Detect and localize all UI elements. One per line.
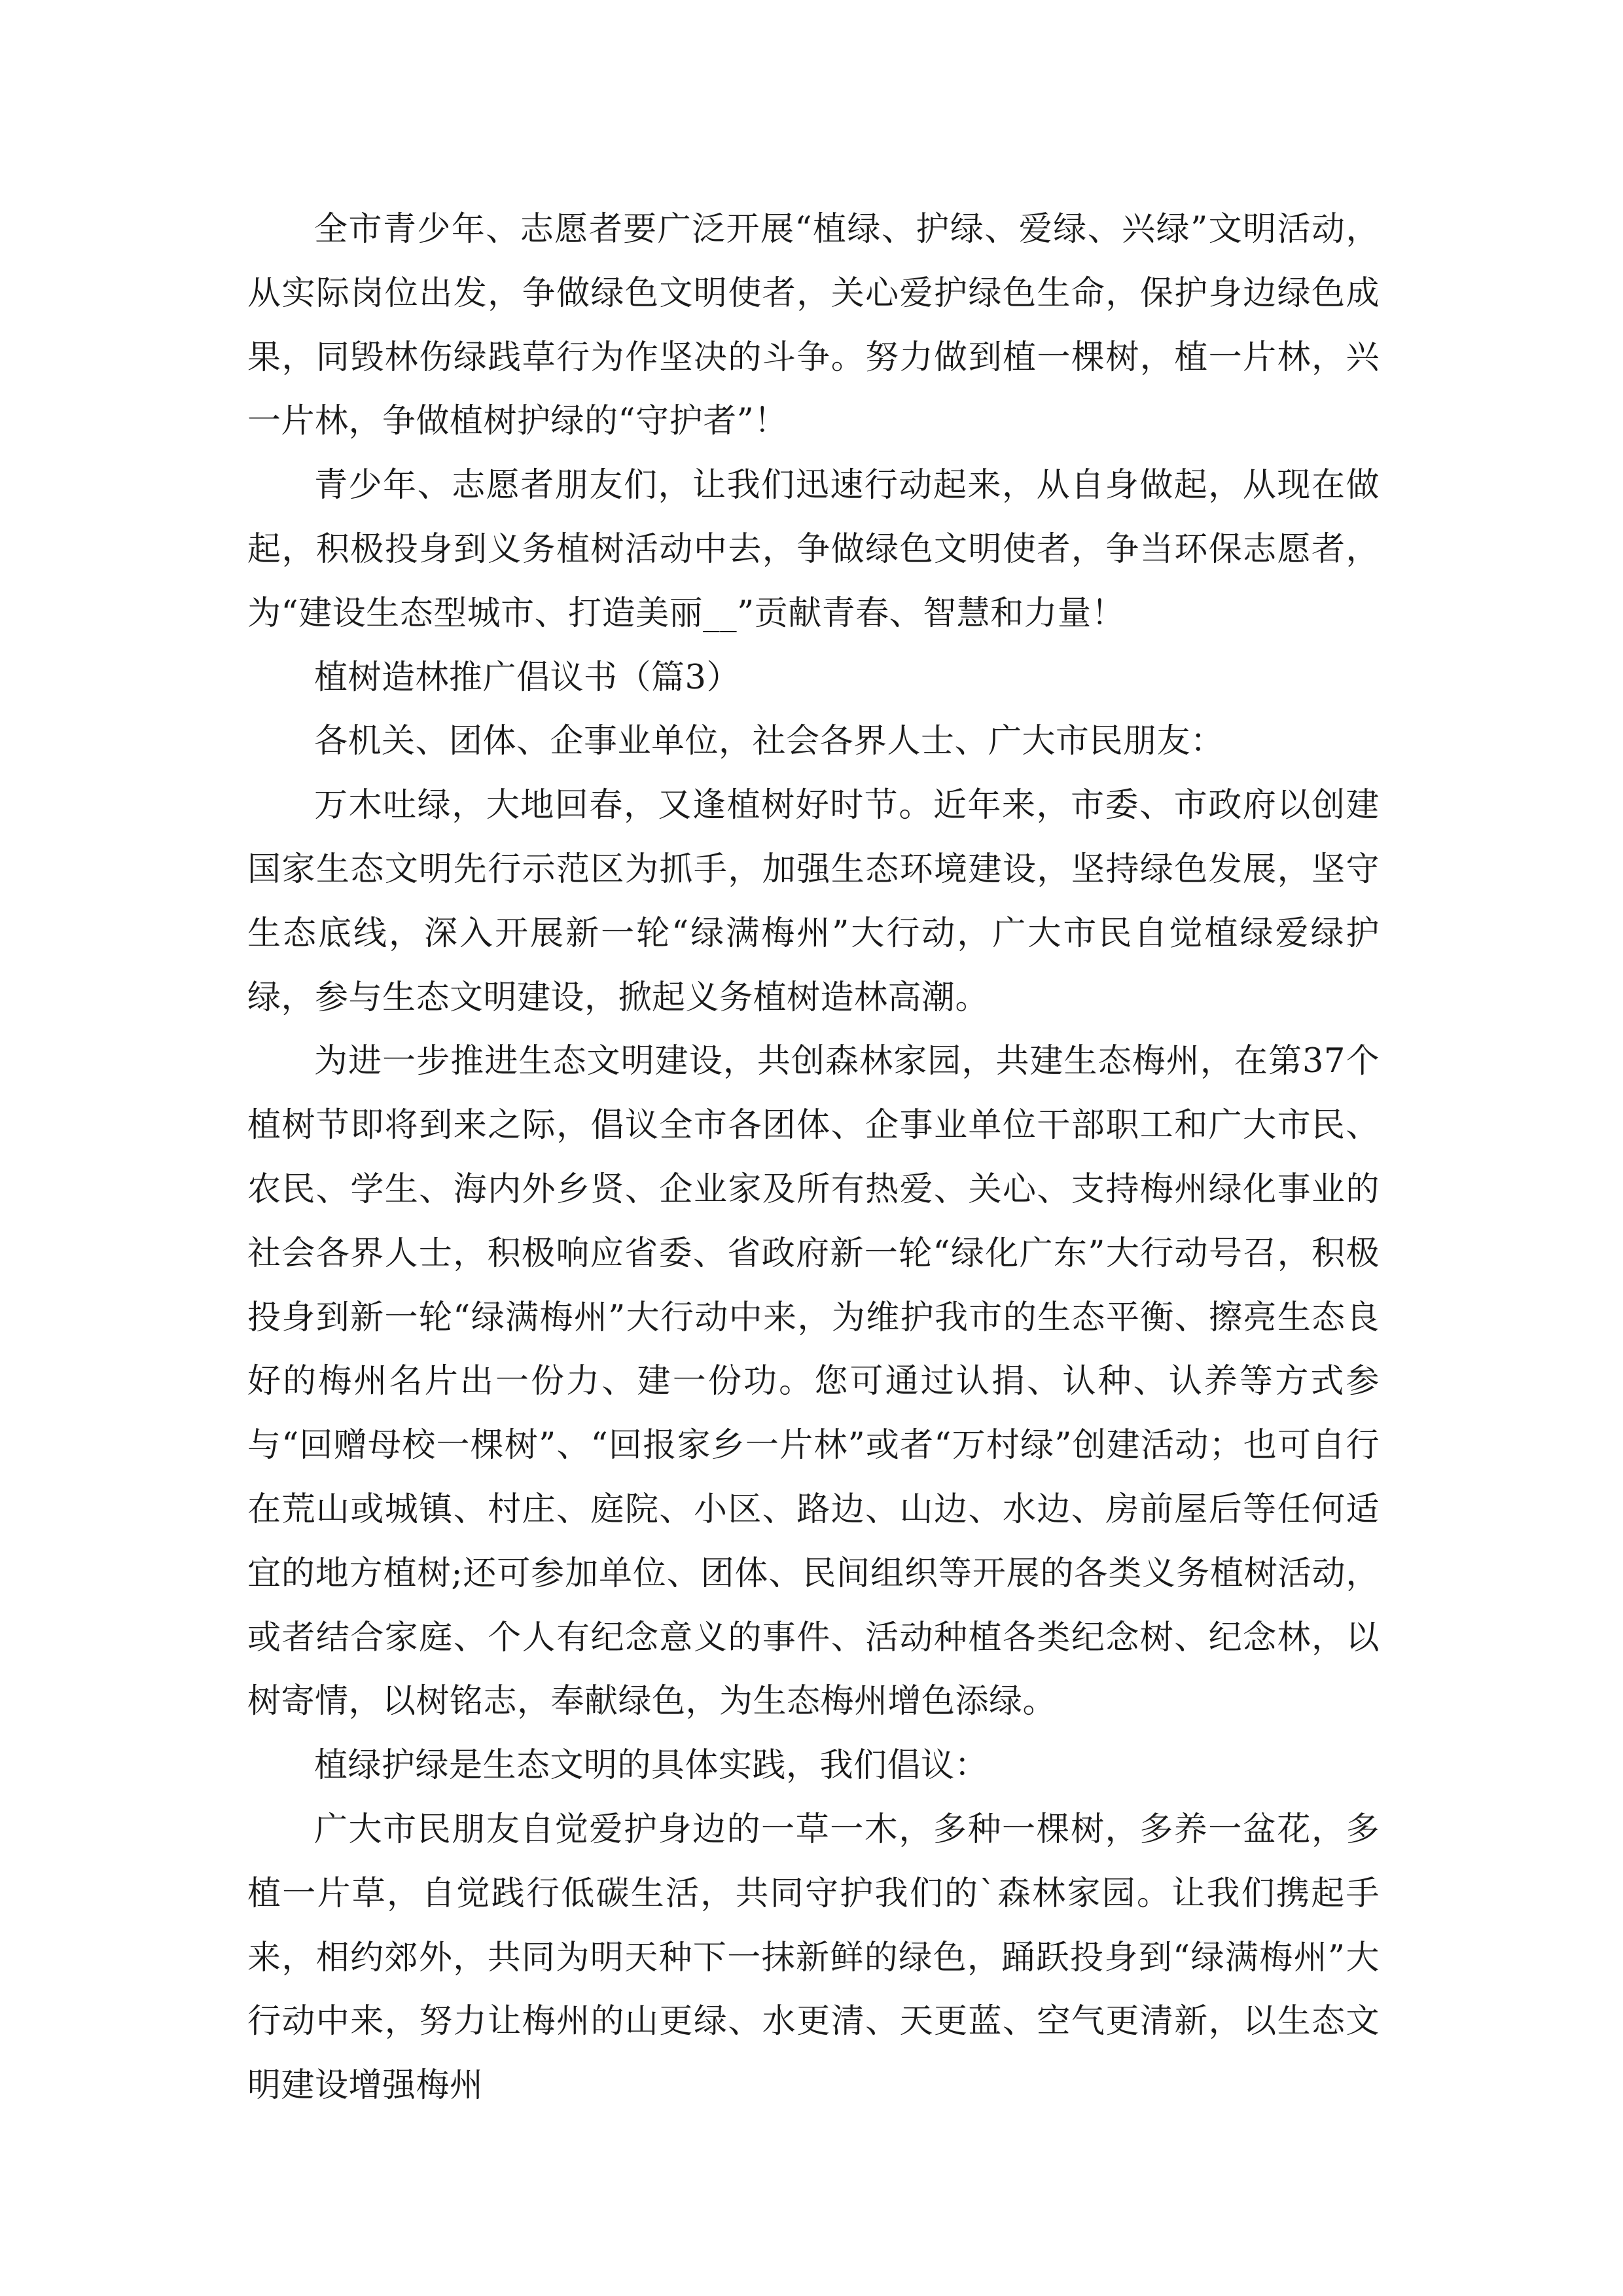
paragraph-call-to-action: 青少年、志愿者朋友们，让我们迅速行动起来，从自身做起，从现在做起，积极投身到义务植树活动中去，争做绿色文明使者，争当环保志愿者，为“建设生态型城市、打造美丽__”贡献青春、智慧和力量！: [247, 466, 1380, 633]
paragraph-proposal-intro: 植绿护绿是生态文明的具体实践，我们倡议：: [314, 1746, 989, 1785]
paragraph-arbor-day-proposal: 为进一步推进生态文明建设，共创森林家园，共建生态梅州，在第37个植树节即将到来之际，倡议全市各团体、企事业单位干部职工和广大市民、农民、学生、海内外乡贤、企业家及所有热爱、关心、支持梅州绿化事业的社会各界人士，积极响应省委、省政府新一轮“绿化广东”大行动号召，积极投身到新一轮“绿满梅州”大行动中来，为维护我市的生态平衡、擦亮生态良好的梅州名片出一份力、建一份功。您可通过认捐、认种、认养等方式参与“回赠母校一棵树”、“回报家乡一片林”或者“万村绿”创建活动；也可自行在荒山或城镇、村庄、庭院、小区、路边、山边、水边、房前屋后等任何适宜的地方植树;还可参加单位、团体、民间组织等开展的各类义务植树活动，或者结合家庭、个人有纪念意义的事件、活动种植各类纪念树、纪念林，以树寄情，以树铭志，奉献绿色，为生态梅州增色添绿。: [247, 1042, 1380, 1721]
paragraph-citizen-appeal: 广大市民朋友自觉爱护身边的一草一木，多种一棵树，多养一盆花，多植一片草，自觉践行低碳生活，共同守护我们的`森林家园。让我们携起手来，相约郊外，共同为明天种下一抹新鲜的绿色，踊跃投身到“绿满梅州”大行动中来，努力让梅州的山更绿、水更清、天更蓝、空气更清新，以生态文明建设增强梅州: [247, 1810, 1380, 2106]
paragraph-youth-green-activities: 全市青少年、志愿者要广泛开展“植绿、护绿、爱绿、兴绿”文明活动，从实际岗位出发，争做绿色文明使者，关心爱护绿色生命，保护身边绿色成果，同毁林伤绿践草行为作坚决的斗争。努力做到植一棵树，植一片林，兴一片林，争做植树护绿的“守护者”！: [247, 210, 1380, 441]
salutation: 各机关、团体、企事业单位，社会各界人士、广大市民朋友：: [314, 722, 1224, 761]
section-title: 植树造林推广倡议书（篇3）: [314, 658, 740, 697]
document-body: [247, 198, 1380, 2118]
paragraph-spring-planting: 万木吐绿，大地回春，又逢植树好时节。近年来，市委、市政府以创建国家生态文明先行示范区为抓手，加强生态环境建设，坚持绿色发展，坚守生态底线，深入开展新一轮“绿满梅州”大行动，广大市民自觉植绿爱绿护绿，参与生态文明建设，掀起义务植树造林高潮。: [247, 786, 1380, 1017]
